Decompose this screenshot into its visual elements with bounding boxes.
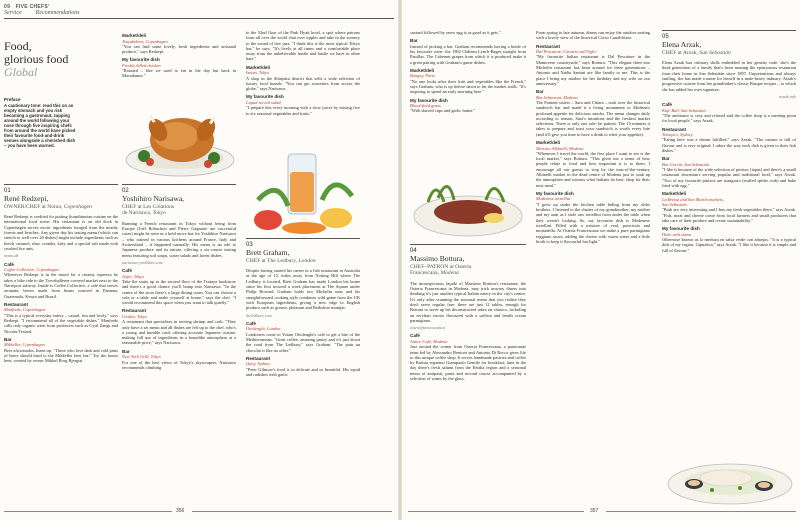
chef-city: San Sebastián	[699, 49, 731, 56]
section-recommendations: Recommendations	[35, 10, 80, 16]
vegetables-juice-illustration	[248, 148, 360, 238]
place-name: Hake with clams	[662, 231, 692, 237]
chef-bio: Despite having started his career in a fish restaurant in Australia at the age of 15, miles away from Notting Hill where The Ledbury is located, Brett Graham has made London his home since his first secured a work placement at The Square under Philip Howard. Graham holds two Michelin stars and his straightforward cooking style combines wild game from the UK with European ingredients, giving a new edge to English produce such as grouse, pheasant and Berkshire muntjac.	[246, 268, 360, 311]
label-market: Market/deli	[662, 191, 686, 197]
footer-rule-left	[4, 511, 172, 512]
preface	[4, 94, 76, 174]
chef-number: 02	[122, 188, 129, 194]
chef-city: Copenhagen	[63, 203, 92, 210]
preface-label: Preface	[4, 97, 21, 102]
chef-04-bottura	[410, 244, 526, 504]
place-name: Manfreds, Copenhagen	[4, 307, 46, 313]
body-text: A restaurant that specialises in serving shrimp and crab. "They only have a set menu and all dishes are left up to the chef, who's a young and humble cook offering accurate Japanese cuisine, making full use of ingredients in a homelike atmosphere at a reasonable price," says Narisawa.	[122, 319, 236, 346]
body-text: From spring to late autumn, diners can enjoy the outdoor seating with a lovely view of the historical Corso Canalchiaro.	[536, 30, 650, 41]
section-rule	[4, 184, 118, 185]
body-text: "Eating here was a dream fulfilled," says Arzak. "The cuisine is full of flavour and is very original. I adore the way each dish is given to their fish dishes."	[662, 137, 796, 154]
website-link[interactable]: theledbury.com	[246, 312, 272, 318]
label-dish: My favourite dish	[536, 190, 574, 196]
chef-city: Tokyo	[152, 210, 166, 217]
place-name: Coffee Collective, Copenhagen	[4, 267, 59, 273]
label-bar: Bar	[410, 38, 418, 44]
chef-number: 04	[410, 248, 417, 254]
place-name: La Bretxa and San Martín markets,	[662, 196, 725, 202]
chef-role: CHEF at Arzak,	[662, 49, 698, 56]
label-dish: My favourite dish	[410, 97, 448, 103]
place-name: Uoshin, Tokyo	[122, 313, 148, 319]
preface-text: A cautionary tone: read this on an empty stomach and you risk becoming a gastronaut, zapping around the world following your nose through five inspiring chefs from around the world have picked their favourite food-and-drink venues alongside a cherished dish – you have been warned.	[4, 102, 76, 149]
label-restaurant: Restaurant	[4, 301, 28, 307]
steak-plate-illustration	[408, 168, 528, 244]
body-text: "This is a typical everyday eatery – casual, fun and lively," says Redzepi. "I recommend all of the vegetable dishes." Manfreds calls only organic wine from producers such as Cyril Zangs and Nicolas Testard.	[4, 312, 118, 334]
body-text: "My favourite Italian restaurant is Dal Pescatore in the Mantovese countryside," says Bottura. "This elegant three-star Michelin restaurant has been around for three generations – Antonio and Nadia Santini are like family to me. This is the place I bring my mother for her birthday and my wife on our anniversary."	[536, 54, 650, 86]
place-name: Mercato Albinelli, Modena	[536, 145, 584, 151]
chef-name: Brett Graham,	[246, 248, 290, 257]
page-number-right: 357	[590, 508, 599, 514]
section-number: 09	[4, 4, 11, 10]
section-rule	[410, 244, 526, 245]
chef-number: 05	[662, 34, 669, 40]
place-name: Isetan, Tokyo	[246, 70, 270, 76]
place-name: Bungay, Paris	[410, 73, 435, 79]
chef-name: Elena Arzak,	[662, 40, 702, 49]
chef-01-redzepi	[4, 184, 118, 504]
body-text: The Fantoni sisters – Sara and Chiara – took over the historical sandwich bar and made it a living monument to Modena's profound appetite for delicious snacks. The menu changes daily according to season, Sara's intuitions and the freshest market selections. There is only one rule: be patient. The 10 minutes it takes to prepare and toast your sandwich is worth every bite (and it'll give you time to have a drink to whet your appetite).	[536, 99, 650, 137]
label-cafe: Café	[122, 268, 132, 274]
page-number-left: 356	[176, 508, 185, 514]
label-bar: Bar	[122, 348, 130, 354]
place-name: Modenese tortellini	[536, 196, 571, 202]
body-text: "I grew up under the kitchen table hiding from my older brothers. I listened to the chatter of my grandmother, my mother and my aunt as I stole raw tortellini from under the table when they weren't looking. So, my favourite dish is Modenese tortellini. Filled with a mixture of veal, prosciutto and mortadella. At Osteria Francescana we make a pure parmigiano reggiano sauce, adding the cheese with warm water and a little broth to keep it flavourful but light."	[536, 201, 650, 244]
website-link[interactable]: arzak.info	[779, 93, 796, 99]
chef-02-narisawa	[122, 184, 236, 504]
place-name: Tetsuya's, Sydney	[662, 132, 693, 138]
website-link[interactable]: narisawa-yoshihiro.com	[122, 259, 163, 265]
place-name-2: San Sebastián	[662, 202, 687, 208]
body-text: "Both are very interesting and I buy my fresh vegetables there," says Arzak. "Fish, meat and cheese come from local farmers and small producers that take care of their produce and create sustainability."	[662, 207, 796, 224]
body-text: "I prepare this every morning with a slow juicer by mixing five to six seasonal vegetables and fruits."	[246, 105, 360, 116]
label-market: Market/deli	[536, 140, 560, 146]
body-text: Londoners come to Yotam Ottolenghi's café to get a bite of the Mediterranean. "Great coffee, amazing pastry and it's just down the road from The Ledbury," says Graham. "The pain au chocolat is like no other."	[246, 331, 360, 353]
label-bar: Bar	[662, 156, 670, 162]
body-text: Beer aficionados, listen up: "Those who love dark and cold pints of beers should head to the Mikkeller beer bar." Try the house beer, created by owner Mikkel Borg Bjergsø.	[4, 347, 118, 364]
chef-role: OWNER/CHEF at Noma,	[4, 203, 63, 210]
place-name: Ottolenghi, London	[246, 326, 281, 332]
place-name: Bar Schiavoni, Modena	[536, 94, 578, 100]
place-name: Tsuyabikeru, Copenhagen	[122, 38, 168, 44]
label-restaurant: Restaurant	[536, 43, 560, 49]
chef-number: 03	[246, 242, 253, 248]
chef-role-2: Francescana,	[410, 270, 440, 277]
label-market: Market/deli	[410, 67, 434, 73]
chef-bio: René Redzepi is credited for putting Scandinavian cuisine on the international food scene. His restaurant is on old dock in Copenhagen serves exotic ingredients foraged from the nearby forests and beaches. Any given day his tasting menu (which can stretch to well over 20 dishes) might include ingredients such as beech caramel, rhea, crumbs, kitty and a special salt made with crushed fire ants.	[4, 214, 118, 251]
title-line-3: Global	[4, 65, 38, 79]
chef-05-arzak	[662, 30, 796, 448]
chef-city: London	[298, 257, 316, 264]
column-4-top	[410, 30, 526, 182]
column-5	[536, 30, 650, 500]
running-head	[4, 4, 80, 16]
body-text: "No one looks after their fruit and vegetables like the French," says Graham, who is up before dawn to hit the market stalls. "It's inspiring to spend an early morning here."	[410, 78, 526, 95]
section-title: FIVE CHEFS'	[15, 4, 50, 10]
title-line-2: glorious food	[4, 52, 69, 66]
page-gutter	[398, 0, 402, 520]
header-rule	[4, 18, 394, 19]
body-text: "You can find some lovely, fresh ingredients and artisanal produce," says Redzepi.	[122, 43, 236, 55]
place-name: Mikkeller, Copenhagen	[4, 342, 45, 348]
body-text: Take the stairs up to the second floor of the Tsutaya bookstore and there's a good chance you'll bump into Narisawa. "In the centre of the store there's a large dining room. You can choose a sofa or a table and make yourself at home," says the chef. "I would recommend this space when you want to talk quietly."	[122, 278, 236, 306]
section-service: Service	[4, 10, 22, 16]
body-text: "The ambiance is cosy and relaxed and the coffee shop is a meeting point for local people," says Arzak.	[662, 113, 796, 124]
body-text: Just around the corner from Osteria Francescana, a passionate team led by Alessandro Benicea and Antonio Di Rocca gives life to this unique coffee shop. It serves handmade pastries and coffee by Barista supremo Giampaolo Gentile for breakfast; later in the day there's fresh salami from the Emilia region and a seasonal menu of antipasti, pasta and second course accompanied by a selection of wines by the glass.	[410, 344, 526, 382]
body-text: "Roasted – like we used to eat in the day but back in Macadamia."	[122, 68, 236, 79]
label-cafe: Café	[246, 320, 256, 326]
label-cafe: Café	[662, 102, 672, 108]
footer-rule-right-2	[606, 511, 796, 512]
chef-role: CHEF at Les Créations	[122, 203, 175, 210]
label-bar: Bar	[536, 89, 544, 95]
website-link[interactable]: noma.dk	[4, 253, 19, 259]
label-restaurant: Restaurant	[662, 126, 686, 132]
chef-city: Modena	[440, 270, 459, 277]
label-bar: Bar	[4, 336, 12, 342]
place-name: New York Grill, Tokyo	[122, 354, 161, 360]
hake-clams-illustration	[664, 448, 796, 508]
section-rule	[122, 184, 236, 185]
label-dish: My favourite dish	[122, 57, 160, 63]
chef-name: Yoshihiro Narisawa,	[122, 194, 185, 203]
place-name: Anjin, Tokyo	[122, 273, 145, 279]
column-2-top	[122, 30, 236, 92]
title-line-1: Food,	[4, 39, 32, 53]
label-dish: My favourite dish	[246, 94, 284, 100]
roast-chicken-illustration	[120, 96, 240, 182]
body-text: "With shaved cups and garlic butter."	[410, 108, 476, 114]
place-name: Antico Café, Modena	[410, 338, 448, 344]
place-name: Liquid record salad	[246, 99, 281, 105]
body-text: For one of the best views of Tokyo's skyscrapers, Narisawa recommends climbing	[122, 359, 236, 370]
body-text: Otherwise known as la merluza en salsa verde con almejas. "It is a typical dish of my region, Gipuzkoa," says Arzak. "I like it because it is simple and full of flavour."	[662, 237, 796, 253]
section-rule	[246, 238, 360, 239]
body-text: to the 52nd floor of the Park Hyatt hotel, a spot where patrons from all over the world chat over tipples and take in the scenery to the sound of live jazz. "I think this is the most typical Tokyo bar," he says. "It's lively at all times and a comfortable place away from the unbelievable hustle and bustle we have in other bars."	[246, 30, 360, 62]
section-rule	[662, 30, 796, 31]
place-name: Dal Pescatore, Canneto sull'Oglio	[536, 49, 597, 55]
feature-title	[4, 40, 112, 79]
body-text: "Peter Gilmore's food is so delicate and so beautiful. His squid and radishes with garlic	[246, 366, 360, 377]
chef-number: 01	[4, 188, 11, 194]
body-text: Whenever Redzepi is in the mood for a creamy espresso he takes a bike ride to the Torvehallerne covered market next to the Nørreport subway. Inside is Coffee Collective, a café that serves aromatic brews made from beans sourced in Panama, Guatemala, Kenya and Brazil.	[4, 272, 118, 299]
label-market: Market/deli	[122, 33, 146, 38]
footer-rule-left-2	[192, 511, 392, 512]
place-name: Kafe Ball, San Sebastián	[662, 107, 706, 113]
chef-role-2: de Narisawa,	[122, 210, 152, 217]
chef-03-graham	[246, 238, 360, 504]
chef-bio: Running a French restaurant in Tokyo without being from Europe (Joël Robuchon and Pierre Gagnaire are successful cases) might be seen as a bold move but for Yoshihiro Narisawa – who trained in various kitchens around France, Italy and Switzerland – it happened naturally. His menu is an ode to Japanese produce and its nature, offering a six-course tasting menu featuring soil soups, water salads and forest dishes.	[122, 220, 236, 258]
label-market: Market/deli	[246, 64, 270, 70]
label-restaurant: Restaurant	[246, 355, 270, 361]
footer-rule-right	[408, 511, 584, 512]
body-text: A shop in the Shinjuku district that sells a wide selection of luxury food brands. "You can get souvenirs from across the globe," says Narisawa.	[246, 75, 360, 92]
label-dish: My favourite dish	[662, 226, 700, 232]
place-name: Bar Gorriti, San Sebastián	[662, 161, 710, 167]
body-text: Instead of picking a bar, Graham recommends having a bottle of his favourite wine: the 1982 Château Lynch-Bages straight from Pauillac. The Cabernet grapes from which it is produced make it a great pairing with Graham's game dishes.	[410, 43, 526, 65]
label-cafe: Café	[4, 261, 14, 267]
website-link[interactable]: osteriafrancescana.it	[410, 325, 446, 331]
body-text: "I like it because of the wide selection of pintxos [tapas] and there's a small restaurant downstairs serving popular and traditional food," says Arzak. "Two of my favourite pintxos are txangurro (stuffed spider crab) and hake fried with egg."	[662, 167, 796, 189]
body-text: custard followed by snow egg is as good as it gets."	[410, 30, 501, 35]
body-text: "Whenever I travel the world, the first place I want to see is the local market," says Bottura. "This gives me a sense of how people relate to food and how important it is to them. I encourage all our guests to stop by the turn-of-the-century Albinelli market in the dead centre of Modena just to soak up the atmosphere and witness what Italians do best: shop for their next meal."	[536, 150, 650, 188]
chef-name: Massimo Bottura,	[410, 254, 465, 263]
label-cafe: Café	[410, 333, 420, 339]
place-name: Quay, Sydney	[246, 361, 270, 367]
chef-role: CHEF at The Ledbury,	[246, 257, 298, 264]
chef-bio: The inconspicuous façade of Massimo Bottura's restaurant, the Osteria Francescana in Modena, may trick unwary diners into thinking it's just another typical Italian eatery in the city's centre. It's only after scanning the seasonal menu that you realise they don't serve regular fare: there are just 12 tables, enough for Bottura to serve up his deconstructed takes on classics, including an eerybutt risotto flavoured with a saffron and lentils cream parmigiano.	[410, 280, 526, 323]
label-restaurant: Restaurant	[122, 308, 146, 314]
place-name: Freshly killed chicken	[122, 62, 161, 68]
chef-role: CHEF–PATRON at Osteria	[410, 263, 472, 270]
chef-name: René Redzepi,	[4, 194, 49, 203]
chef-bio: Elena Arzak has culinary skills embedded in her genetic code: she's the third generation of a family that's been running the eponymous restaurant from their home in San Sebastián since 1897. Unpretentious and always smiling, she has made a name for herself in a male-heavy industry. Arzak's progressive cuisine from her grandfather's classic Basque recipes – to which she has added her own signature.	[662, 60, 796, 92]
place-name: Blood-fired grass	[410, 103, 441, 109]
